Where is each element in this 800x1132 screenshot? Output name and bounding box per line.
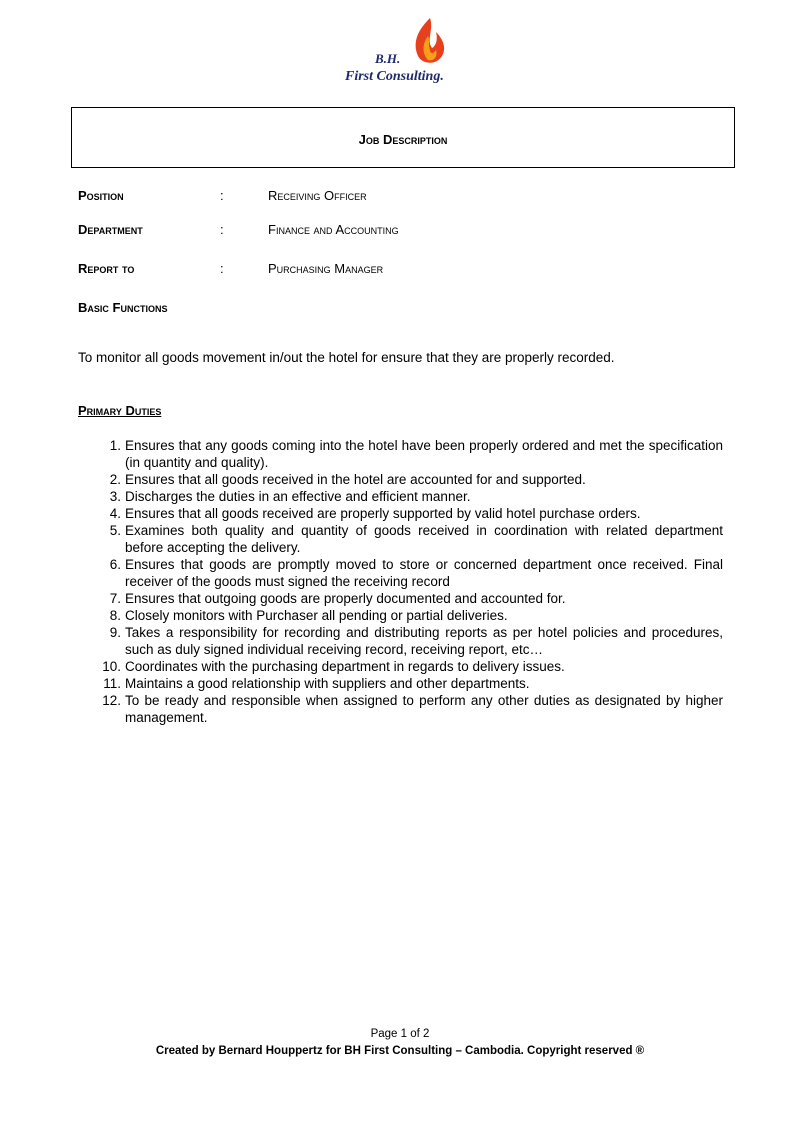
item-number: 1. bbox=[109, 438, 121, 453]
item-text: To be ready and responsible when assigned to perform any other duties as designated by higher management. bbox=[125, 693, 723, 725]
field-value: Receiving Officer bbox=[268, 188, 367, 203]
list-item bbox=[78, 505, 723, 522]
item-number: 5. bbox=[109, 523, 121, 538]
duties-list bbox=[78, 437, 723, 726]
list-item bbox=[78, 692, 723, 726]
item-number: 7. bbox=[109, 591, 121, 606]
item-text: Maintains a good relationship with suppliers and other departments. bbox=[125, 676, 530, 691]
field-label: Report to bbox=[78, 261, 135, 276]
item-text: Ensures that goods are promptly moved to store or concerned department once received. Final receiver of the goods must signed the receiving record bbox=[125, 557, 723, 589]
list-item bbox=[78, 675, 723, 692]
field-colon: : bbox=[220, 188, 224, 203]
list-item bbox=[78, 437, 723, 471]
company-logo bbox=[335, 18, 465, 92]
list-item bbox=[78, 522, 723, 556]
item-text: Takes a responsibility for recording and distributing reports as per hotel policies and procedures, such as duly signed individual receiving record, receiving report, etc… bbox=[125, 625, 723, 657]
field-label: Position bbox=[78, 188, 124, 203]
list-item bbox=[78, 607, 723, 624]
list-item bbox=[78, 471, 723, 488]
field-label: Department bbox=[78, 222, 143, 237]
item-number: 9. bbox=[109, 625, 121, 640]
item-text: Examines both quality and quantity of goods received in coordination with related department before accepting the delivery. bbox=[125, 523, 723, 555]
list-item bbox=[78, 590, 723, 607]
field-colon: : bbox=[220, 261, 224, 276]
field-value: Finance and Accounting bbox=[268, 222, 399, 237]
basic-functions-text: To monitor all goods movement in/out the hotel for ensure that they are properly recorded. bbox=[78, 350, 615, 365]
field-value: Purchasing Manager bbox=[268, 261, 384, 276]
page-number: Page 1 of 2 bbox=[370, 1028, 430, 1040]
item-text: Closely monitors with Purchaser all pending or partial deliveries. bbox=[125, 608, 508, 623]
basic-functions-heading: Basic Functions bbox=[78, 300, 168, 315]
field-colon: : bbox=[220, 222, 224, 237]
primary-duties-heading: Primary Duties bbox=[78, 403, 162, 418]
list-item bbox=[78, 488, 723, 505]
item-number: 8. bbox=[109, 608, 121, 623]
document-title: Job Description bbox=[358, 132, 448, 147]
item-text: Coordinates with the purchasing department in regards to delivery issues. bbox=[125, 659, 565, 674]
logo-text-line2: First Consulting. bbox=[345, 69, 444, 84]
item-text: Ensures that all goods received in the hotel are accounted for and supported. bbox=[125, 472, 586, 487]
item-number: 4. bbox=[109, 506, 121, 521]
item-text: Ensures that all goods received are properly supported by valid hotel purchase orders. bbox=[125, 506, 641, 521]
item-text: Ensures that outgoing goods are properly documented and accounted for. bbox=[125, 591, 566, 606]
list-item bbox=[78, 658, 723, 675]
item-text: Discharges the duties in an effective and efficient manner. bbox=[125, 489, 471, 504]
item-number: 12. bbox=[102, 693, 121, 708]
list-item bbox=[78, 556, 723, 590]
item-number: 3. bbox=[109, 489, 121, 504]
item-number: 2. bbox=[109, 472, 121, 487]
list-item bbox=[78, 624, 723, 658]
item-number: 10. bbox=[102, 659, 121, 674]
item-text: Ensures that any goods coming into the hotel have been properly ordered and met the specification (in quantity and quality). bbox=[125, 438, 723, 470]
title-box bbox=[71, 107, 735, 168]
flame-icon bbox=[410, 18, 448, 66]
item-number: 11. bbox=[103, 676, 121, 691]
logo-text-line1: B.H. bbox=[375, 51, 401, 66]
item-number: 6. bbox=[109, 557, 121, 572]
footer-credit: Created by Bernard Houppertz for BH First Consulting – Cambodia. Copyright reserved ® bbox=[155, 1045, 645, 1057]
